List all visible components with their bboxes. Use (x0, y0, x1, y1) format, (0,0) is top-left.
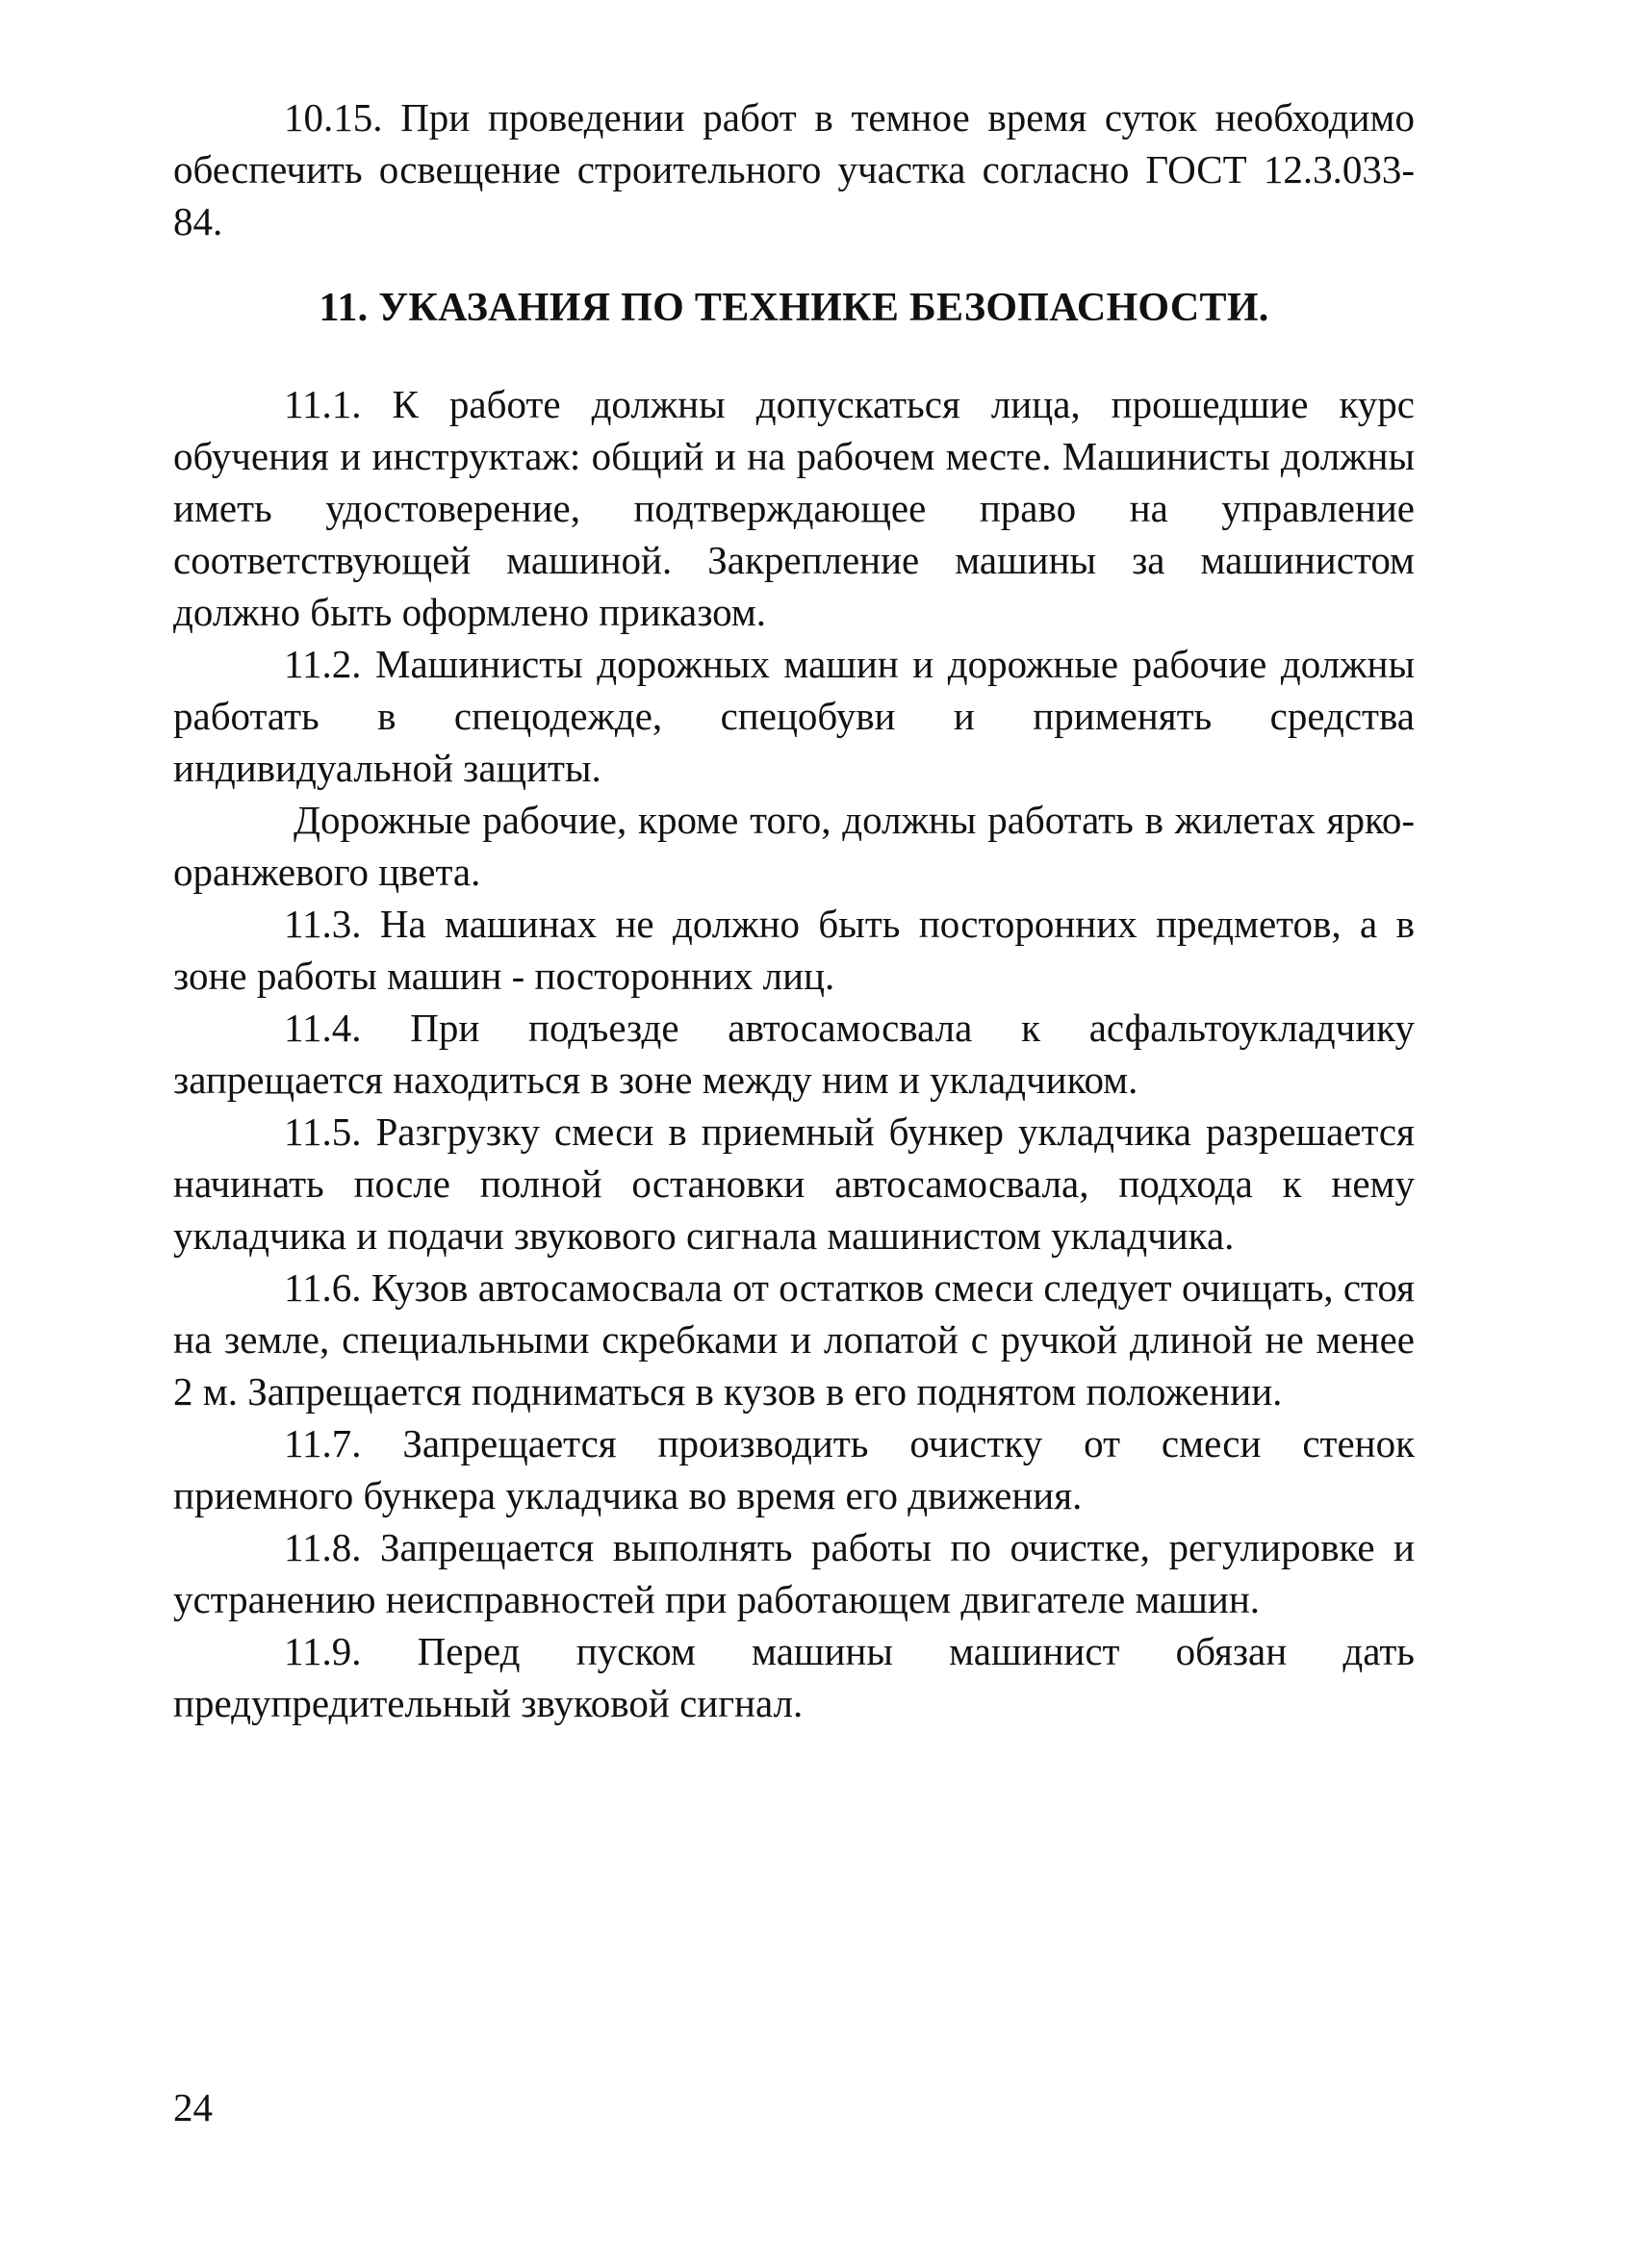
paragraph-10-15: 10.15. При проведении работ в темное время суток необходимо обеспечить освещение строительного участка согласно ГОСТ 12.3.033-84. (173, 95, 1415, 243)
paragraph-11-2-continued: Дорожные рабочие, кроме того, должны работать в жилетах ярко-оранжевого цвета. (173, 798, 1415, 894)
paragraph-11-8: 11.8. Запрещается выполнять работы по очистке, регулировке и устранению неисправностей при работающем двигателе машин. (173, 1525, 1415, 1621)
paragraph-11-7: 11.7. Запрещается производить очистку от смеси стенок приемного бункера укладчика во время его движения. (173, 1421, 1415, 1517)
page-number: 24 (173, 2085, 213, 2129)
document-page (173, 91, 1415, 1729)
paragraph-11-3: 11.3. На машинах не должно быть посторонних предметов, а в зоне работы машин - посторонних лиц. (173, 902, 1415, 998)
paragraph-11-4: 11.4. При подъезде автосамосвала к асфальтоукладчику запрещается находиться в зоне между ним и укладчиком. (173, 1006, 1415, 1102)
paragraph-11-5: 11.5. Разгрузку смеси в приемный бункер укладчика разрешается начинать после полной остановки автосамосвала, подхода к нему укладчика и подачи звукового сигнала машинистом укладчика. (173, 1109, 1415, 1258)
paragraph-11-6: 11.6. Кузов автосамосвала от остатков смеси следует очищать, стоя на земле, специальными скребками и лопатой с ручкой длиной не менее 2 м. Запрещается подниматься в кузов в его поднятом положении. (173, 1265, 1415, 1414)
paragraph-11-1: 11.1. К работе должны допускаться лица, прошедшие курс обучения и инструктаж: общий и на рабочем месте. Машинисты должны иметь удостоверение, подтверждающее право на управление соответствующей машиной. Закрепление машины за машинистом должно быть оформлено приказом. (173, 382, 1415, 634)
section-heading: 11. УКАЗАНИЯ ПО ТЕХНИКЕ БЕЗОПАСНОСТИ. (319, 286, 1269, 330)
paragraph-11-2: 11.2. Машинисты дорожных машин и дорожные рабочие должны работать в спецодежде, спецобуви и применять средства индивидуальной защиты. (173, 642, 1415, 790)
paragraph-11-9: 11.9. Перед пуском машины машинист обязан дать предупредительный звуковой сигнал. (173, 1629, 1415, 1725)
